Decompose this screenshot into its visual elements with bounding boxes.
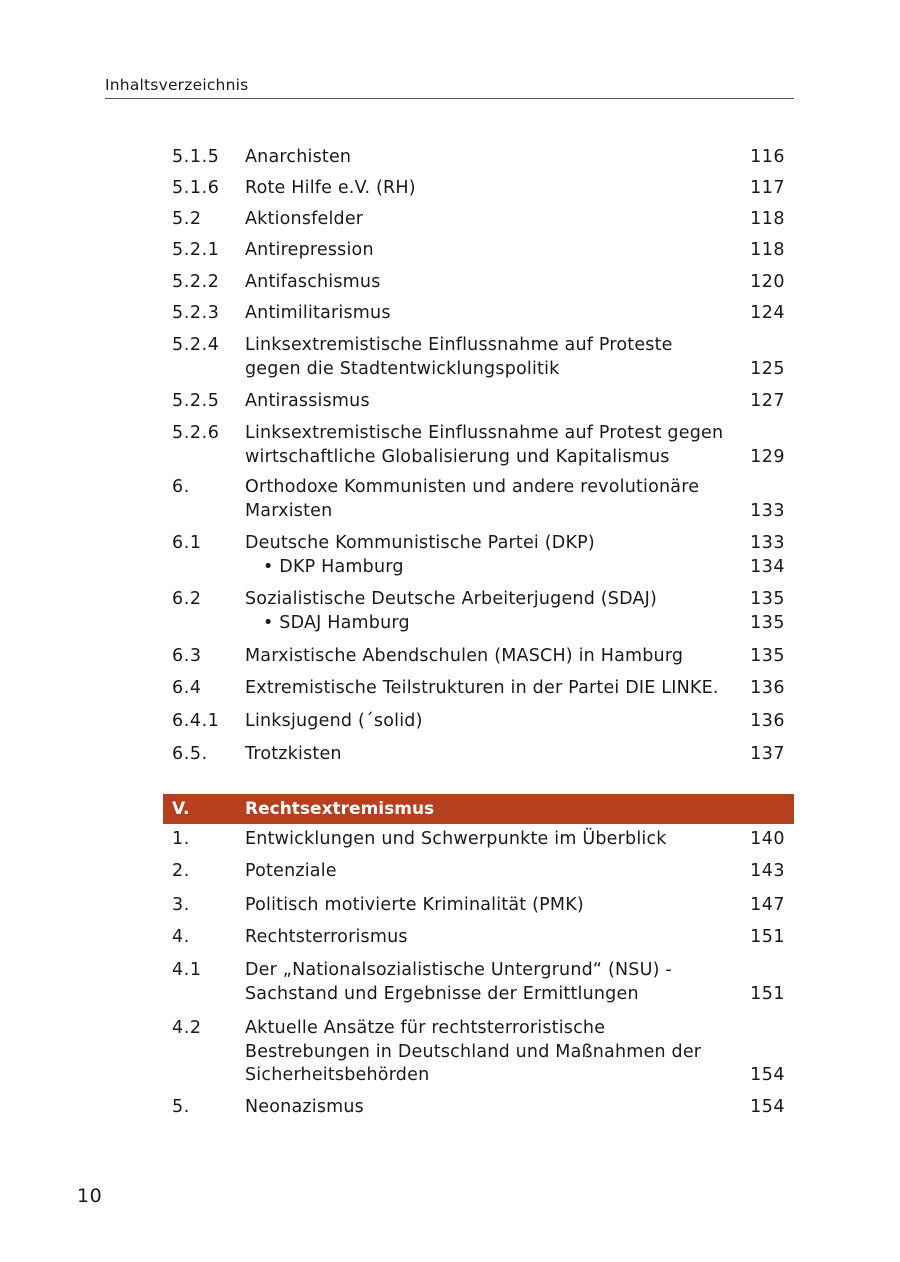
toc-entry-title-line: Sachstand und Ergebnisse der Ermittlungen [245,983,639,1004]
toc-entry-number: 4.1 [172,960,202,980]
toc-entry-page: 129 [750,446,785,467]
toc-entry-page: 135 [750,589,785,609]
toc-entry-title [245,645,735,669]
toc-entry-number: 5.2.4 [172,335,220,355]
toc-entry-number: 5.1.6 [172,178,220,198]
toc-entry-page: 135 [750,646,785,666]
toc-entry-title [245,828,735,852]
toc-entry-number: 5.2.2 [172,272,220,292]
toc-entry-page: 154 [750,1065,785,1085]
toc-entry-number: 6.4.1 [172,711,220,731]
toc-entry-title-line: Marxistische Abendschulen (MASCH) in Hamburg [245,646,684,666]
toc-entry-title-line: Sicherheitsbehörden [245,1065,430,1085]
toc-entry-title-line: Bestrebungen in Deutschland und Maßnahmen der [245,1041,702,1062]
toc-entry-title-line: Linksjugend (´solid) [245,711,423,731]
toc-entry-page: 120 [750,272,785,292]
toc-entry-number: 5.2.5 [172,391,220,411]
toc-entry-title-line: Entwicklungen und Schwerpunkte im Überblick [245,829,667,849]
toc-subentry-page: 134 [750,556,785,577]
toc-entry-number: 1. [172,829,190,849]
toc-entry-title-line: Antirassismus [245,391,370,411]
toc-entry-title [245,208,735,232]
toc-entry-page: 118 [750,209,785,229]
toc-entry-number: 6.2 [172,589,202,609]
toc-entry-title-line: wirtschaftliche Globalisierung und Kapitalismus [245,446,670,467]
toc-entry-title-line: Potenziale [245,861,337,881]
toc-entry-title [245,588,735,612]
toc-entry-number: 5. [172,1097,190,1117]
running-head: Inhaltsverzeichnis [105,76,249,94]
section-number: V. [172,799,190,819]
toc-entry-number: 6.1 [172,533,202,553]
toc-entry-title [245,271,735,295]
toc-entry-title [245,239,735,263]
toc-entry-title-line: Linksextremistische Einflussnahme auf Proteste [245,335,673,355]
toc-entry-number: 5.2 [172,209,202,229]
toc-entry-page: 133 [750,500,785,521]
toc-entry-title-line: Linksextremistische Einflussnahme auf Protest gegen [245,423,724,443]
toc-entry-title [245,710,735,734]
toc-entry-title-line: Antirepression [245,240,374,260]
toc-entry-title-line: Marxisten [245,500,333,521]
toc-entry-title-line: Neonazismus [245,1097,365,1117]
toc-entry-number: 6. [172,477,190,497]
toc-entry-page: 143 [750,861,785,881]
toc-entry-number: 5.2.1 [172,240,220,260]
toc-entry-title [245,860,735,884]
toc-entry-title [245,1096,735,1120]
toc-entry-page: 118 [750,240,785,260]
toc-entry-title-line: gegen die Stadtentwicklungspolitik [245,358,560,379]
toc-entry-title [245,302,735,326]
toc-entry-title [245,1017,735,1088]
toc-entry-number: 5.2.3 [172,303,220,323]
toc-entry-title [245,532,735,556]
toc-entry-title-line: Aktionsfelder [245,209,364,229]
toc-entry-number: 3. [172,895,190,915]
toc-subentry-page: 135 [750,612,785,633]
toc-entry-title-line: Deutsche Kommunistische Partei (DKP) [245,533,595,553]
toc-entry-title-line: Sozialistische Deutsche Arbeiterjugend (SDAJ) [245,589,658,609]
toc-entry-page: 133 [750,533,785,553]
toc-entry-title-line: Rote Hilfe e.V. (RH) [245,178,416,198]
toc-subentry-label: • DKP Hamburg [263,556,404,577]
toc-entry-title [245,177,735,201]
toc-entry-title-line: Aktuelle Ansätze für rechtsterroristische [245,1018,606,1038]
section-title: Rechtsextremismus [245,799,435,819]
toc-entry-number: 6.3 [172,646,202,666]
page-number: 10 [77,1185,103,1207]
toc-entry-number: 4.2 [172,1018,202,1038]
toc-entry-title [245,390,735,414]
toc-entry-title-line: Trotzkisten [245,744,342,764]
toc-entry-number: 4. [172,927,190,947]
toc-entry-title [245,334,735,381]
toc-entry-title [245,959,735,1006]
toc-entry-number: 2. [172,861,190,881]
toc-entry-page: 116 [750,147,785,167]
toc-entry-page: 125 [750,358,785,379]
toc-entry-page: 136 [750,678,785,698]
toc-entry-number: 5.2.6 [172,423,220,443]
toc-entry-page: 137 [750,744,785,764]
toc-entry-title-line: Rechtsterrorismus [245,927,408,947]
toc-entry-title [245,894,735,918]
toc-entry-number: 6.5. [172,744,208,764]
toc-subentry-label: • SDAJ Hamburg [263,612,410,633]
toc-entry-page: 117 [750,178,785,198]
toc-entry-title [245,422,735,469]
toc-entry-title-line: Antifaschismus [245,272,381,292]
toc-entry-title-line: Extremistische Teilstrukturen in der Partei DIE LINKE. [245,678,719,698]
toc-entry-title-line: Antimilitarismus [245,303,391,323]
toc-entry-title [245,476,735,523]
section-heading-bar [163,794,794,824]
toc-entry-page: 147 [750,895,785,915]
toc-entry-number: 6.4 [172,678,202,698]
toc-entry-title [245,677,735,701]
toc-entry-title-line: Anarchisten [245,147,352,167]
toc-entry-page: 140 [750,829,785,849]
toc-entry-title-line: Orthodoxe Kommunisten und andere revolutionäre [245,477,700,497]
toc-entry-page: 127 [750,391,785,411]
header-rule [105,98,794,99]
toc-entry-title [245,743,735,767]
toc-entry-page: 136 [750,711,785,731]
toc-entry-page: 124 [750,303,785,323]
toc-entry-page: 154 [750,1097,785,1117]
toc-entry-title-line: Der „Nationalsozialistische Untergrund“ (NSU) - [245,960,672,980]
toc-entry-page: 151 [750,983,785,1004]
toc-entry-number: 5.1.5 [172,147,220,167]
toc-entry-title [245,146,735,170]
toc-entry-title [245,926,735,950]
toc-entry-page: 151 [750,927,785,947]
toc-entry-title-line: Politisch motivierte Kriminalität (PMK) [245,895,584,915]
